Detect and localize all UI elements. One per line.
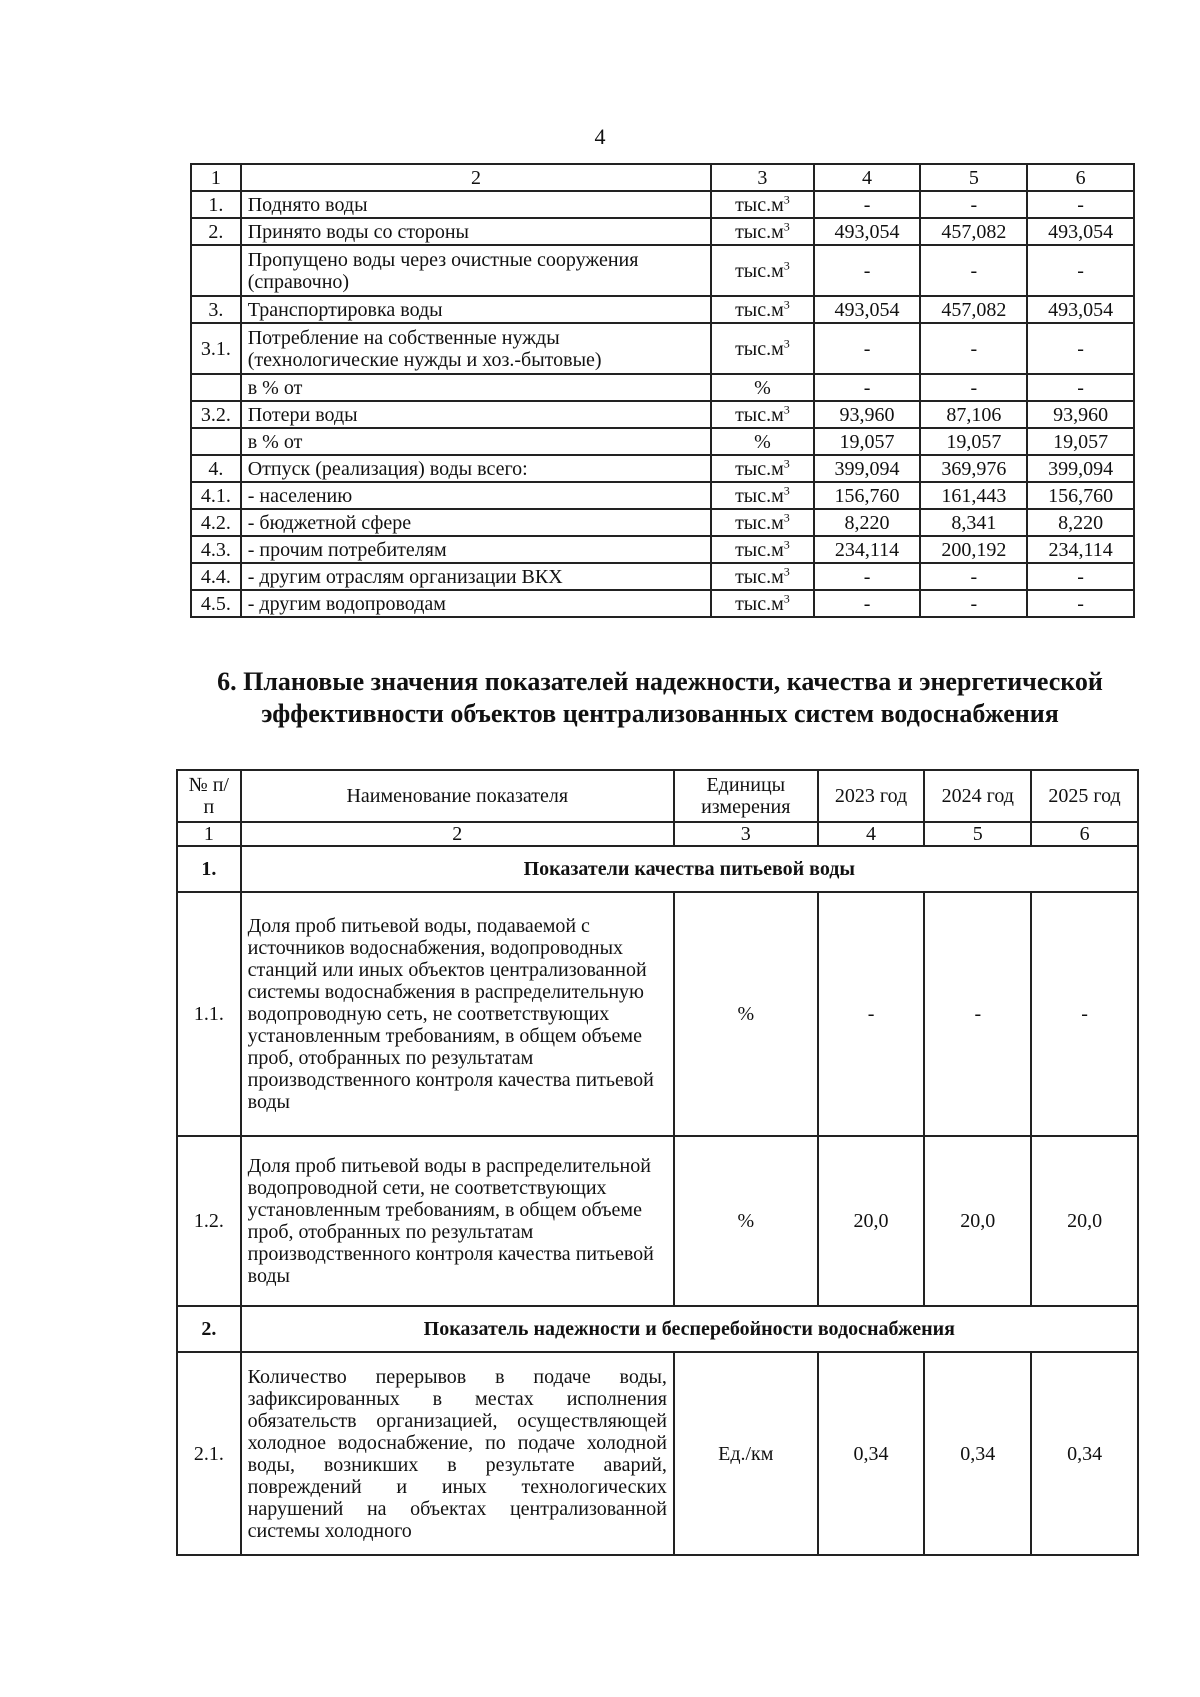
section-row bbox=[177, 846, 1138, 892]
table-row bbox=[191, 218, 1134, 245]
table-row bbox=[191, 191, 1134, 218]
value-col4: 8,220 bbox=[814, 509, 921, 536]
value-col6: 493,054 bbox=[1027, 218, 1134, 245]
table-row bbox=[191, 455, 1134, 482]
header-cell: 3 bbox=[711, 164, 814, 191]
value-col4: 19,057 bbox=[814, 428, 921, 455]
header-name: Наименование показателя bbox=[241, 770, 674, 822]
unit-text: тыс.м bbox=[735, 457, 784, 480]
value-col4: 493,054 bbox=[814, 296, 921, 323]
row-label: - населению bbox=[241, 482, 711, 509]
row-number: 1.1. bbox=[177, 892, 241, 1136]
row-label: в % от bbox=[241, 428, 711, 455]
unit-text: тыс.м bbox=[735, 193, 784, 216]
column-number: 2 bbox=[241, 822, 674, 846]
unit-superscript: 3 bbox=[783, 455, 790, 470]
unit-cell bbox=[711, 509, 814, 536]
row-label: - другим водопроводам bbox=[241, 590, 711, 617]
row-label: Отпуск (реализация) воды всего: bbox=[241, 455, 711, 482]
unit-text: тыс.м bbox=[735, 511, 784, 534]
row-label: Пропущено воды через очистные сооружения (справочно) bbox=[241, 245, 711, 296]
column-number: 3 bbox=[674, 822, 818, 846]
unit-superscript: 3 bbox=[783, 191, 790, 206]
row-number: 4.3. bbox=[191, 536, 241, 563]
indicator-unit: % bbox=[674, 1136, 818, 1306]
value-2023: 20,0 bbox=[818, 1136, 925, 1306]
unit-superscript: 3 bbox=[783, 401, 790, 416]
unit-cell bbox=[711, 428, 814, 455]
row-number: 4.1. bbox=[191, 482, 241, 509]
table-row bbox=[191, 482, 1134, 509]
row-label: Транспортировка воды bbox=[241, 296, 711, 323]
value-col4: 234,114 bbox=[814, 536, 921, 563]
unit-superscript: 3 bbox=[783, 509, 790, 524]
unit-text: тыс.м bbox=[735, 337, 784, 360]
unit-cell bbox=[711, 590, 814, 617]
table-row bbox=[191, 536, 1134, 563]
value-col6: 8,220 bbox=[1027, 509, 1134, 536]
value-col6: - bbox=[1027, 374, 1134, 401]
header-cell: 4 bbox=[814, 164, 921, 191]
row-label: - прочим потребителям bbox=[241, 536, 711, 563]
unit-text: тыс.м bbox=[735, 565, 784, 588]
value-col4: - bbox=[814, 245, 921, 296]
table-row bbox=[191, 245, 1134, 296]
indicator-unit: % bbox=[674, 892, 818, 1136]
table-row bbox=[191, 590, 1134, 617]
value-col4: - bbox=[814, 563, 921, 590]
table-row bbox=[177, 1136, 1138, 1306]
column-number-row bbox=[177, 822, 1138, 846]
value-col6: - bbox=[1027, 245, 1134, 296]
row-number: 3.1. bbox=[191, 323, 241, 374]
row-number bbox=[191, 374, 241, 401]
column-number: 5 bbox=[924, 822, 1031, 846]
indicator-name: Доля проб питьевой воды, подаваемой с источников водоснабжения, водопроводных станций или иных объектов централизованной системы водоснабжения в распределительную водопроводную сеть, не соответствующих установленным требованиям, в общем объеме проб, отобранных по результатам производственного контроля качества питьевой воды bbox=[241, 892, 674, 1136]
value-col5: - bbox=[920, 191, 1027, 218]
value-col6: 156,760 bbox=[1027, 482, 1134, 509]
unit-superscript: 3 bbox=[783, 218, 790, 233]
indicators-table bbox=[176, 769, 1139, 1556]
header-cell: 5 bbox=[920, 164, 1027, 191]
row-label: - бюджетной сфере bbox=[241, 509, 711, 536]
table-row bbox=[191, 428, 1134, 455]
value-col4: 156,760 bbox=[814, 482, 921, 509]
unit-text: % bbox=[754, 430, 771, 453]
value-col5: 8,341 bbox=[920, 509, 1027, 536]
header-cell: 2 bbox=[241, 164, 711, 191]
indicator-unit: Ед./км bbox=[674, 1352, 818, 1555]
table-row bbox=[191, 374, 1134, 401]
section-row bbox=[177, 1306, 1138, 1352]
table-row bbox=[191, 509, 1134, 536]
header-cell: 6 bbox=[1027, 164, 1134, 191]
unit-text: % bbox=[754, 376, 771, 399]
unit-superscript: 3 bbox=[783, 296, 790, 311]
unit-superscript: 3 bbox=[783, 590, 790, 605]
row-number: 4.2. bbox=[191, 509, 241, 536]
value-col4: - bbox=[814, 590, 921, 617]
value-2025: - bbox=[1031, 892, 1138, 1136]
value-col4: 399,094 bbox=[814, 455, 921, 482]
value-col6: - bbox=[1027, 191, 1134, 218]
column-number: 4 bbox=[818, 822, 925, 846]
value-2025: 20,0 bbox=[1031, 1136, 1138, 1306]
unit-superscript: 3 bbox=[783, 536, 790, 551]
unit-text: тыс.м bbox=[735, 538, 784, 561]
row-label: - другим отраслям организации ВКХ bbox=[241, 563, 711, 590]
unit-superscript: 3 bbox=[783, 482, 790, 497]
value-col6: 234,114 bbox=[1027, 536, 1134, 563]
value-col6: 93,960 bbox=[1027, 401, 1134, 428]
value-col6: - bbox=[1027, 563, 1134, 590]
value-col5: - bbox=[920, 590, 1027, 617]
unit-text: тыс.м bbox=[735, 403, 784, 426]
value-col6: - bbox=[1027, 590, 1134, 617]
row-number: 4. bbox=[191, 455, 241, 482]
section-heading: Показатель надежности и бесперебойности водоснабжения bbox=[241, 1306, 1138, 1352]
water-balance-table bbox=[190, 163, 1135, 618]
row-number bbox=[191, 428, 241, 455]
value-col4: - bbox=[814, 323, 921, 374]
header-year-2024: 2024 год bbox=[924, 770, 1031, 822]
row-number: 4.5. bbox=[191, 590, 241, 617]
value-col5: - bbox=[920, 323, 1027, 374]
value-2024: 0,34 bbox=[924, 1352, 1031, 1555]
unit-superscript: 3 bbox=[783, 257, 790, 272]
table-header-row bbox=[191, 164, 1134, 191]
header-cell: 1 bbox=[191, 164, 241, 191]
table-header-row bbox=[177, 770, 1138, 822]
value-2024: 20,0 bbox=[924, 1136, 1031, 1306]
unit-cell bbox=[711, 374, 814, 401]
row-number: 2.1. bbox=[177, 1352, 241, 1555]
row-number bbox=[191, 245, 241, 296]
row-number: 3.2. bbox=[191, 401, 241, 428]
table-row bbox=[191, 563, 1134, 590]
value-col5: 19,057 bbox=[920, 428, 1027, 455]
row-number: 3. bbox=[191, 296, 241, 323]
indicator-name: Количество перерывов в подаче воды, зафиксированных в местах исполнения обязательств организацией, осуществляющей холодное водоснабжение, по подаче холодной воды, возникших в результате аварий, повреждений и иных технологических нарушений на объектах централизованной системы холодного bbox=[241, 1352, 674, 1555]
value-col5: 369,976 bbox=[920, 455, 1027, 482]
unit-cell bbox=[711, 218, 814, 245]
row-label: Потребление на собственные нужды (технологические нужды и хоз.-бытовые) bbox=[241, 323, 711, 374]
header-year-2023: 2023 год bbox=[818, 770, 925, 822]
value-2023: 0,34 bbox=[818, 1352, 925, 1555]
value-col6: 493,054 bbox=[1027, 296, 1134, 323]
unit-cell bbox=[711, 401, 814, 428]
unit-text: тыс.м bbox=[735, 298, 784, 321]
row-label: Потери воды bbox=[241, 401, 711, 428]
indicator-name: Доля проб питьевой воды в распределительной водопроводной сети, не соответствующих установленным требованиям, в общем объеме проб, отобранных по результатам производственного контроля качества питьевой воды bbox=[241, 1136, 674, 1306]
page-number: 4 bbox=[594, 124, 606, 149]
table-row bbox=[191, 401, 1134, 428]
unit-cell bbox=[711, 296, 814, 323]
value-col4: 93,960 bbox=[814, 401, 921, 428]
value-col5: - bbox=[920, 374, 1027, 401]
value-col5: 200,192 bbox=[920, 536, 1027, 563]
unit-cell bbox=[711, 482, 814, 509]
unit-cell bbox=[711, 323, 814, 374]
value-col6: 19,057 bbox=[1027, 428, 1134, 455]
row-number: 4.4. bbox=[191, 563, 241, 590]
value-2023: - bbox=[818, 892, 925, 1136]
row-number: 1. bbox=[191, 191, 241, 218]
value-2024: - bbox=[924, 892, 1031, 1136]
unit-cell bbox=[711, 455, 814, 482]
unit-text: тыс.м bbox=[735, 220, 784, 243]
value-col5: 457,082 bbox=[920, 296, 1027, 323]
value-col5: - bbox=[920, 563, 1027, 590]
column-number: 6 bbox=[1031, 822, 1138, 846]
header-year-2025: 2025 год bbox=[1031, 770, 1138, 822]
row-label: Принято воды со стороны bbox=[241, 218, 711, 245]
section-title: 6. Плановые значения показателей надежности, качества и энергетической эффективности объектов централизованных систем водоснабжения bbox=[217, 667, 1103, 728]
unit-superscript: 3 bbox=[783, 335, 790, 350]
unit-text: тыс.м bbox=[735, 259, 784, 282]
value-col5: 457,082 bbox=[920, 218, 1027, 245]
value-col6: - bbox=[1027, 323, 1134, 374]
header-unit: Единицы измерения bbox=[674, 770, 818, 822]
section-number: 1. bbox=[177, 846, 241, 892]
value-col6: 399,094 bbox=[1027, 455, 1134, 482]
column-number: 1 bbox=[177, 822, 241, 846]
section-heading: Показатели качества питьевой воды bbox=[241, 846, 1138, 892]
unit-text: тыс.м bbox=[735, 484, 784, 507]
value-col4: - bbox=[814, 374, 921, 401]
value-2025: 0,34 bbox=[1031, 1352, 1138, 1555]
unit-superscript: 3 bbox=[783, 563, 790, 578]
unit-cell bbox=[711, 245, 814, 296]
row-label: Поднято воды bbox=[241, 191, 711, 218]
table-row bbox=[177, 1352, 1138, 1555]
value-col4: - bbox=[814, 191, 921, 218]
table-row bbox=[191, 323, 1134, 374]
header-num: № п/п bbox=[177, 770, 241, 822]
value-col5: 161,443 bbox=[920, 482, 1027, 509]
unit-cell bbox=[711, 191, 814, 218]
value-col4: 493,054 bbox=[814, 218, 921, 245]
section-number: 2. bbox=[177, 1306, 241, 1352]
table-row bbox=[191, 296, 1134, 323]
unit-cell bbox=[711, 536, 814, 563]
unit-text: тыс.м bbox=[735, 592, 784, 615]
unit-cell bbox=[711, 563, 814, 590]
value-col5: 87,106 bbox=[920, 401, 1027, 428]
value-col5: - bbox=[920, 245, 1027, 296]
row-label: в % от bbox=[241, 374, 711, 401]
table-row bbox=[177, 892, 1138, 1136]
row-number: 2. bbox=[191, 218, 241, 245]
row-number: 1.2. bbox=[177, 1136, 241, 1306]
